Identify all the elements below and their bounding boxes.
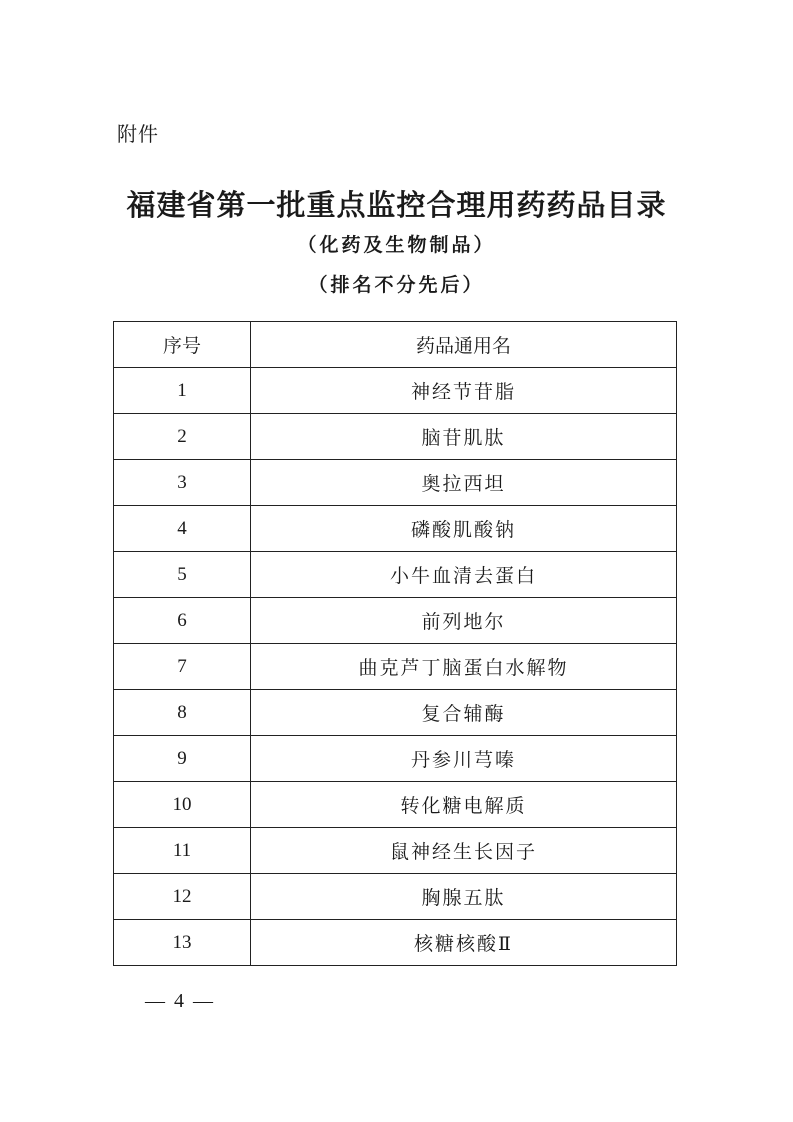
header-serial-number: 序号	[114, 322, 251, 368]
table-row	[114, 598, 677, 644]
table-header-row	[114, 322, 677, 368]
row-number: 6	[114, 598, 251, 644]
row-drug-name: 神经节苷脂	[251, 368, 677, 414]
table-row	[114, 690, 677, 736]
row-number: 5	[114, 552, 251, 598]
table-row	[114, 828, 677, 874]
table-row	[114, 920, 677, 966]
table-row	[114, 644, 677, 690]
table-row	[114, 874, 677, 920]
row-number: 9	[114, 736, 251, 782]
subtitle-category: （化药及生物制品）	[297, 234, 496, 256]
row-number: 13	[114, 920, 251, 966]
row-drug-name: 核糖核酸Ⅱ	[251, 920, 677, 966]
row-drug-name: 前列地尔	[251, 598, 677, 644]
row-number: 1	[114, 368, 251, 414]
row-drug-name: 磷酸肌酸钠	[251, 506, 677, 552]
row-number: 8	[114, 690, 251, 736]
row-number: 3	[114, 460, 251, 506]
row-number: 4	[114, 506, 251, 552]
row-drug-name: 脑苷肌肽	[251, 414, 677, 460]
row-number: 11	[114, 828, 251, 874]
subtitle-order-note: （排名不分先后）	[308, 274, 485, 296]
header-drug-name: 药品通用名	[251, 322, 677, 368]
table-row	[114, 782, 677, 828]
table-row	[114, 460, 677, 506]
row-number: 12	[114, 874, 251, 920]
row-drug-name: 鼠神经生长因子	[251, 828, 677, 874]
table-row	[114, 414, 677, 460]
table-row	[114, 506, 677, 552]
table-row	[114, 552, 677, 598]
row-drug-name: 转化糖电解质	[251, 782, 677, 828]
row-drug-name: 胸腺五肽	[251, 874, 677, 920]
row-number: 10	[114, 782, 251, 828]
table-row	[114, 736, 677, 782]
attachment-label: 附件	[117, 122, 159, 146]
row-drug-name: 丹参川芎嗪	[251, 736, 677, 782]
row-drug-name: 奥拉西坦	[251, 460, 677, 506]
drug-list-table	[113, 321, 677, 966]
table-row	[114, 368, 677, 414]
document-title: 福建省第一批重点监控合理用药药品目录	[126, 188, 667, 222]
row-drug-name: 曲克芦丁脑蛋白水解物	[251, 644, 677, 690]
row-number: 7	[114, 644, 251, 690]
page-number: — 4 —	[145, 990, 215, 1012]
row-drug-name: 复合辅酶	[251, 690, 677, 736]
row-drug-name: 小牛血清去蛋白	[251, 552, 677, 598]
row-number: 2	[114, 414, 251, 460]
